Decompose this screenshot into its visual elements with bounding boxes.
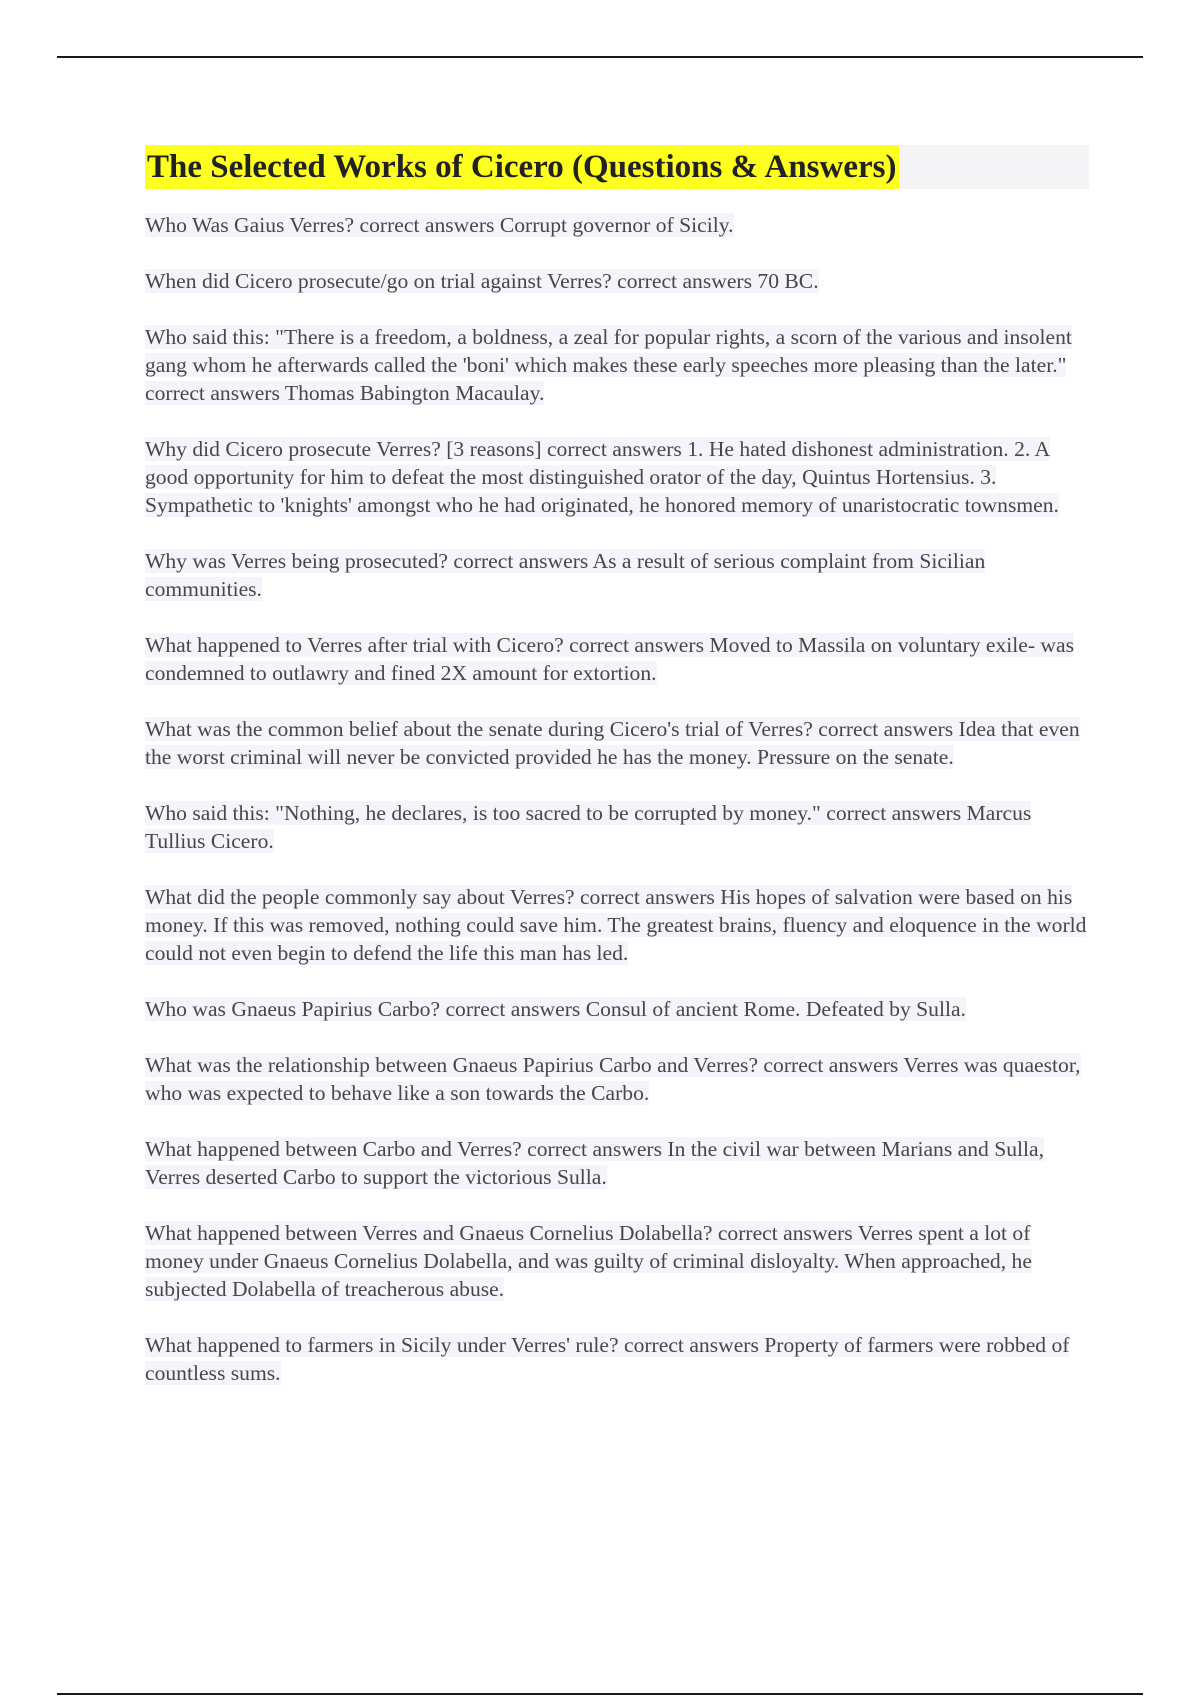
qa-item-1: Who Was Gaius Verres? correct answers Corrupt governor of Sicily. xyxy=(145,213,734,237)
qa-item-10: Who was Gnaeus Papirius Carbo? correct answers Consul of ancient Rome. Defeated by Sulla. xyxy=(145,997,966,1021)
qa-item-12: What happened between Carbo and Verres? correct answers In the civil war between Marians and Sulla, Verres deserted Carbo to support the victorious Sulla. xyxy=(145,1137,1044,1189)
qa-item-8: Who said this: "Nothing, he declares, is too sacred to be corrupted by money." correct answers Marcus Tullius Cicero. xyxy=(145,801,1032,853)
qa-item-7: What was the common belief about the senate during Cicero's trial of Verres? correct answers Idea that even the worst criminal will never be convicted provided he has the money. Pressure on the senate. xyxy=(145,717,1080,769)
qa-item-4: Why did Cicero prosecute Verres? [3 reasons] correct answers 1. He hated dishonest administration. 2. A good opportunity for him to defeat the most distinguished orator of the day, Quintus Hortensius. 3. Sympathetic to 'knights' amongst who he had originated, he honored memory of unaristocratic townsmen. xyxy=(145,437,1059,517)
qa-item-6: What happened to Verres after trial with Cicero? correct answers Moved to Massila on voluntary exile- was condemned to outlawry and fined 2X amount for extortion. xyxy=(145,633,1075,685)
qa-item-11: What was the relationship between Gnaeus Papirius Carbo and Verres? correct answers Verres was quaestor, who was expected to behave like a son towards the Carbo. xyxy=(145,1053,1081,1105)
document-body xyxy=(145,145,1089,1415)
document-title: The Selected Works of Cicero (Questions & Answers) xyxy=(145,145,899,189)
bottom-rule xyxy=(57,1693,1143,1695)
qa-item-5: Why was Verres being prosecuted? correct answers As a result of serious complaint from Sicilian communities. xyxy=(145,549,986,601)
qa-item-3: Who said this: "There is a freedom, a boldness, a zeal for popular rights, a scorn of the various and insolent gang whom he afterwards called the 'boni' which makes these early speeches more pleasing than the later." correct answers Thomas Babington Macaulay. xyxy=(145,325,1072,405)
qa-item-2: When did Cicero prosecute/go on trial against Verres? correct answers 70 BC. xyxy=(145,269,819,293)
qa-item-13: What happened between Verres and Gnaeus Cornelius Dolabella? correct answers Verres spent a lot of money under Gnaeus Cornelius Dolabella, and was guilty of criminal disloyalty. When approached, he subjected Dolabella of treacherous abuse. xyxy=(145,1221,1032,1301)
qa-item-14: What happened to farmers in Sicily under Verres' rule? correct answers Property of farmers were robbed of countless sums. xyxy=(145,1333,1070,1385)
title-bar xyxy=(145,145,1089,189)
qa-item-9: What did the people commonly say about Verres? correct answers His hopes of salvation were based on his money. If this was removed, nothing could save him. The greatest brains, fluency and eloquence in the world could not even begin to defend the life this man has led. xyxy=(145,885,1087,965)
top-rule xyxy=(57,56,1143,58)
